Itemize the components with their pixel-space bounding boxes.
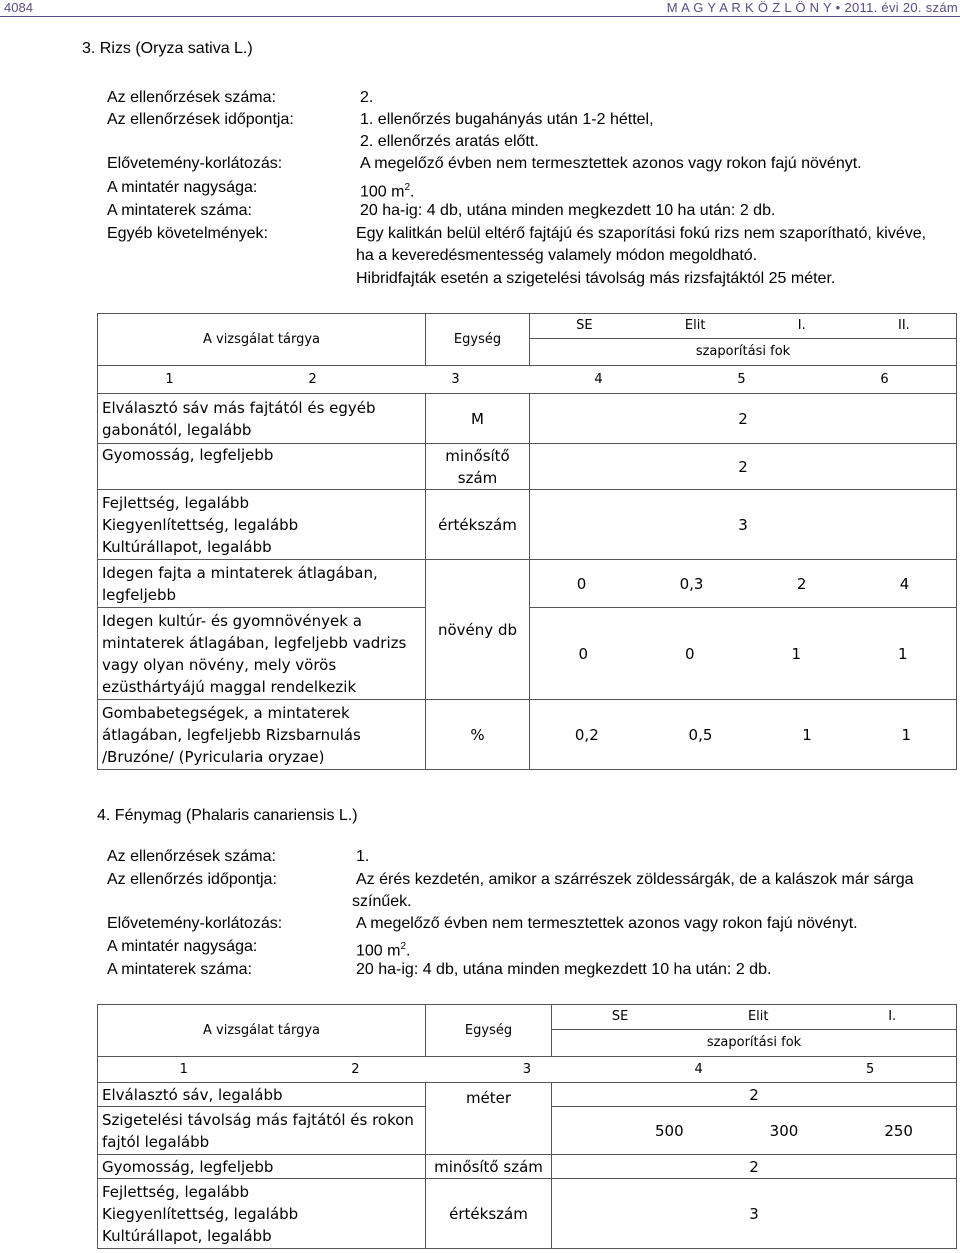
header-group: szaporítási fok [706, 1035, 802, 1050]
rice-value-1: 1. ellenőrzés bugahányás után 1-2 héttel, [360, 111, 654, 128]
rice-label-3: Elővetemény-korlátozás: [107, 155, 283, 172]
row-values [552, 1120, 956, 1142]
table-row-group [98, 1179, 957, 1249]
canary-value-0: 1. [356, 848, 370, 865]
row-unit: értékszám [426, 490, 530, 560]
col-num-6: 6 [880, 371, 889, 387]
header-group: szaporítási fok [695, 344, 791, 359]
col-num-5: 5 [737, 371, 746, 387]
row-subject: Kultúrállapot, legalább [102, 1226, 272, 1245]
canary-value-4: 100 $m^2$. [356, 941, 411, 960]
row-subject: Gyomosság, legfeljebb [98, 444, 426, 490]
value-elit: 0 [684, 644, 695, 663]
col-num-3: 3 [451, 371, 460, 387]
col-num-2: 2 [351, 1061, 360, 1077]
category-elit: Elit [684, 318, 706, 333]
row-unit: M [426, 394, 530, 444]
row-subject: Kultúrállapot, legalább [102, 537, 272, 556]
value-elit: 0,3 [679, 574, 704, 593]
row-subject: Fejlettség, legalább [102, 1182, 249, 1201]
row-values [530, 573, 956, 595]
row-value: 3 [552, 1179, 957, 1249]
category-ii: II. [898, 318, 910, 333]
canary-label-4: A mintatér nagysága: [107, 938, 258, 955]
value-se: 500 [655, 1121, 684, 1140]
row-unit: növény db [426, 560, 530, 700]
table-row [98, 444, 957, 490]
row-subject: Kiegyenlítettség, legalább [102, 515, 299, 534]
header-subject: A vizsgálat tárgya [98, 314, 426, 366]
col-num-5: 5 [866, 1061, 875, 1077]
row-value: 2 [530, 394, 957, 444]
category-i: I. [797, 318, 806, 333]
col-num-4: 4 [694, 1061, 703, 1077]
column-numbers [98, 1059, 956, 1081]
row-unit: méter [426, 1083, 552, 1155]
rice-value-7: ha a keveredésmentesség valamely módon megoldható. [356, 247, 758, 264]
row-subject: Kiegyenlítettség, legalább [102, 1204, 299, 1223]
row-unit: értékszám [426, 1179, 552, 1249]
rice-label-0: Az ellenőrzések száma: [107, 89, 276, 106]
rice-value-8: Hibridfajták esetén a szigetelési távolság más rizsfajtáktól 25 méter. [356, 270, 836, 287]
table-header-row [98, 314, 957, 366]
value-i: 1 [802, 725, 812, 744]
table-row [98, 1083, 957, 1107]
page-number: 4084 [4, 0, 33, 15]
canary-value-2: színűek. [352, 893, 412, 910]
canary-requirements-table [97, 1004, 957, 1249]
header-unit: Egység [426, 314, 530, 366]
row-unit: % [426, 700, 530, 770]
col-num-3: 3 [522, 1061, 532, 1077]
table-row [98, 1155, 957, 1179]
value-ii: 1 [901, 725, 912, 744]
rice-label-5: A mintaterek száma: [107, 202, 252, 219]
running-title: M A G Y A R K Ö Z L Ö N Y • 2011. évi 20. szám [666, 0, 958, 15]
row-value: 3 [530, 490, 957, 560]
canary-value-3: A megelőző évben nem termesztettek azonos vagy rokon fajú növényt. [356, 915, 858, 932]
value-i: 1 [791, 644, 802, 663]
section-title-canary: 4. Fénymag (Phalaris canariensis L.) [97, 807, 358, 824]
category-elit: Elit [747, 1009, 769, 1024]
value-i: 250 [884, 1121, 913, 1140]
row-subject: Szigetelési távolság más fajtától és rokon fajtól legalább [98, 1107, 426, 1155]
rice-label-4: A mintatér nagysága: [107, 179, 258, 196]
header-categories [530, 314, 957, 366]
value-se: 0,2 [574, 725, 599, 744]
row-unit: minősítő szám [426, 444, 530, 490]
table-row [98, 394, 957, 444]
col-num-1: 1 [179, 1061, 188, 1077]
rice-value-0: 2. [360, 89, 374, 106]
canary-label-3: Elővetemény-korlátozás: [107, 915, 283, 932]
section-title-rice: 3. Rizs (Oryza sativa L.) [82, 40, 253, 57]
category-labels [552, 1005, 956, 1030]
value-ii: 1 [897, 644, 908, 663]
column-number-row [98, 1057, 957, 1083]
category-i: I. [888, 1009, 897, 1024]
canary-value-1: Az érés kezdetén, amikor a szárrészek zöldessárgák, de a kalászok már sárga [356, 871, 914, 888]
category-se: SE [611, 1009, 629, 1024]
row-subject: Elválasztó sáv más fajtától és egyéb gabonától, legalább [98, 394, 426, 444]
row-subject: Fejlettség, legalább [102, 493, 249, 512]
canary-label-0: Az ellenőrzések száma: [107, 848, 276, 865]
row-value: 2 [552, 1083, 957, 1107]
col-num-2: 2 [308, 371, 317, 387]
row-subject: Elválasztó sáv, legalább [98, 1083, 426, 1107]
rice-label-1: Az ellenőrzések időpontja: [107, 111, 294, 128]
table-row-group [98, 490, 957, 560]
rice-label-6: Egyéb követelmények: [107, 225, 268, 242]
value-elit: 0,5 [688, 725, 713, 744]
value-se: 0 [578, 644, 589, 663]
value-i: 2 [796, 574, 807, 593]
value-elit: 300 [769, 1121, 799, 1140]
canary-label-5: A mintaterek száma: [107, 961, 252, 978]
row-subject: Idegen kultúr- és gyomnövények a mintaterek átlagában, legfeljebb vadrizs vagy olyan növény, mely vörös ezüsthártyájú maggal rendelkezik [98, 608, 426, 700]
rice-value-6: Egy kalitkán belül eltérő fajtájú és szaporítási fokú rizs nem szaporítható, kivéve, [356, 225, 927, 242]
row-subject: Idegen fajta a mintaterek átlagában, legfeljebb [98, 560, 426, 608]
col-num-1: 1 [165, 371, 174, 387]
row-values [530, 724, 956, 746]
value-ii: 4 [899, 574, 910, 593]
table-row [98, 560, 957, 608]
table-row [98, 700, 957, 770]
canary-label-1: Az ellenőrzés időpontja: [107, 871, 277, 888]
col-num-4: 4 [594, 371, 603, 387]
row-values [530, 643, 956, 665]
rice-requirements-table [97, 313, 957, 770]
category-labels [530, 314, 956, 339]
rice-value-2: 2. ellenőrzés aratás előtt. [360, 133, 539, 150]
rice-value-4: 100 $m^2$. [360, 182, 415, 201]
page-header [0, 0, 960, 20]
row-subject: Gyomosság, legfeljebb [98, 1155, 426, 1179]
rice-value-3: A megelőző évben nem termesztettek azonos vagy rokon fajú növényt. [360, 155, 862, 172]
row-unit: minősítő szám [426, 1155, 552, 1179]
category-se: SE [576, 318, 593, 333]
table-header-row [98, 1005, 957, 1057]
row-subject: Gombabetegségek, a mintaterek átlagában, legfeljebb Rizsbarnulás /Bruzóne/ (Pyricularia oryzae) [98, 700, 426, 770]
column-number-row [98, 366, 957, 394]
column-numbers [98, 369, 956, 391]
value-se: 0 [576, 574, 587, 593]
canary-value-5: 20 ha-ig: 4 db, utána minden megkezdett 10 ha után: 2 db. [356, 961, 772, 978]
rice-value-5: 20 ha-ig: 4 db, utána minden megkezdett 10 ha után: 2 db. [360, 202, 776, 219]
header-rule [0, 16, 960, 17]
header-unit: Egység [426, 1005, 552, 1057]
header-subject: A vizsgálat tárgya [98, 1005, 426, 1057]
row-value: 2 [530, 444, 957, 490]
row-value: 2 [552, 1155, 957, 1179]
